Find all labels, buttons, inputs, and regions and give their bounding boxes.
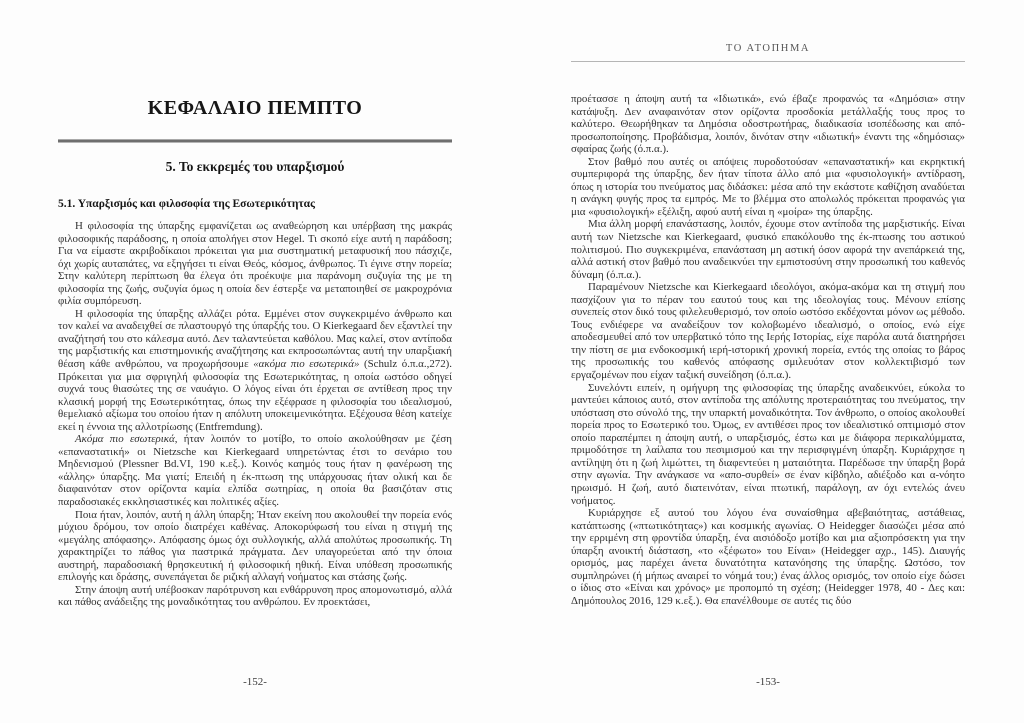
paragraph: Η φιλοσοφία της ύπαρξης εμφανίζεται ως αναθεώρηση και υπέρβαση της μακράς φιλοσοφικής παράδοσης, η οποία απολήγει στον Hegel. Τι σκοπό είχε αυτή η παράδοση; Για να είμαστε ακριβοδίκαιοι πρόκειται για μια συστηματική μεταφυσική που πάσχιζε, όχι χωρίς αυταπάτες, να εξηγήσει τι είναι Θεός, κόσμος, άνθρωπος. Τι έγινε στην πορεία; Στην καλύτερη περίπτωση θα έλεγα ότι προέκυψε μια παράνομη συζυγία της με τη φιλοσοφία της ζωής, συζυγία όμως η οποία δεν έστερξε να μεταποιηθεί σε μακροχρόνια φιλία συμπόρευση. <box>58 220 452 308</box>
page-body-text-right <box>571 93 965 607</box>
paragraph: Κυριάρχησε εξ αυτού του λόγου ένα συναίσθημα αβεβαιότητας, αστάθειας, κατάπτωσης («πτωτικότητας») και κοσμικής αγωνίας. Ο Heidegger διασώζει μέσα από την ερριμένη στη φροντίδα ύπαρξη, ένα αισιόδοξο μοτίβο και μια αξιοπρόσεκτη για την ύπαρξη ανοικτή διάσταση, «το «ξέφωτο» του Είναι» (Heidegger αχρ., 145). Διαυγής ορισμός, μας παρέχει άνετα δυνατότητα κατανόησης της ύπαρξης. Ωστόσο, τον συμπληρώνει (ή μήπως αναιρεί το νόημά του;) ένας άλλος ορισμός, τον οποίο είχε δώσει ο ίδιος στο «Είναι και χρόνος» με προπομπό τη σχέση; (Heidegger 1978, 40 - Δες και: Δημόπουλος 2016, 129 κ.εξ.). Θα επανέλθουμε σε αυτές τις δύο <box>571 507 965 607</box>
paragraph: Στην άποψη αυτή υπέβοσκαν παρότρυνση και ενθάρρυνση προς απομονωτισμό, αλλά και πάθος ανάδειξης της μοναδικότητας του ανθρώπου. Εν προεκτάσει, <box>58 583 452 609</box>
paragraph: Στον βαθμό που αυτές οι απόψεις πυροδοτούσαν «επαναστατική» και εκρηκτική συμπεριφορά της ύπαρξης, δεν ήταν τίποτα άλλο από μια «φυσιολογική» αντίδραση, όπως η ιστορία του πνεύματος μας διδάσκει: μέσα από την εκάστοτε καθίζηση αναδύεται η ανάγκη φυγής προς τα εμπρός. Με το βλέμμα στο απολωλός πρόκειται προφανώς για μια «φυσιολογική» εξέλιξη, αφού αυτή είναι η «μοίρα» της ύπαρξης. <box>571 155 965 218</box>
running-header-rule <box>571 61 965 62</box>
page-number-right: -153- <box>756 676 780 688</box>
page-body-text-left <box>58 220 452 609</box>
chapter-title-rule <box>58 139 452 143</box>
running-header: ΤΟ ΑΤΟΠΗΜΑ <box>725 43 811 54</box>
page-left <box>58 0 452 723</box>
paragraph: Ακόμα πιο εσωτερικά, ήταν λοιπόν το μοτίβο, το οποίο ακολούθησαν με ζέση «επαναστατική» οι Nietzsche και Kierkegaard υπηρετώντας έτσι το σενάριο του Μηδενισμού (Plessner Bd.VI, 190 κ.εξ.). Κοινός καημός τους ήταν η φανέρωση της «άλλης» ύπαρξης. Μα γιατί; Επειδή η έκ-πτωση της υπάρχουσας ήταν ολική και δε διαφαινόταν στον ορίζοντα καμία ελπίδα σωτηρίας, η οποία θα βασιζόταν στις παραδοσιακές εκκλησιαστικές και πολιτικές αξίες. <box>58 433 452 509</box>
chapter-title: ΚΕΦΑΛΑΙΟ ΠΕΜΠΤΟ <box>147 97 363 119</box>
page-number-left: -152- <box>243 676 267 688</box>
paragraph: Παραμένουν Nietzsche και Kierkegaard ιδεολόγοι, ακόμα-ακόμα και τη στιγμή που πασχίζουν για το πέραν του εαυτού τους και της ιδεολογίας τους. Μένουν επίσης συνεπείς στον δικό τους φιλελευθερισμό, τον οποίο ωστόσο εκδέχονται μόνον ως μέθοδο. Τους ενδιέφερε να αναδείξουν τον κολοβωμένο ιδεαλισμό, ο οποίος, ενώ είχε αποδεσμευθεί από τον υπερβατικό τόπο της Ιερής Ιστορίας, είχε παρόλα αυτά διατηρήσει την πίστη σε μια ενδοκοσμική ιερή-ιστορική χρονική πορεία, εντός της οποίας το βάρος της προσωπικής του καθενός απόφασης σμιλευόταν στον κολλεκτιβισμό των εργαζομένων που είχαν ταξική συνείδηση (ό.π.α.). <box>571 281 965 382</box>
section-heading: 5. Το εκκρεμές του υπαρξισμού <box>165 159 345 174</box>
page-right <box>571 0 965 723</box>
paragraph: Μια άλλη μορφή επανάστασης, λοιπόν, έχουμε στον αντίποδα της μαρξιστικής. Είναι αυτή των Nietzsche και Kierkegaard, φυσικό επακόλουθο της έκ-πτωσης του αστικού πολιτισμού. Πιο συγκεκριμένα, επανάσταση μη αστική όσον αφορά την ανεπάρκειά της, αλλά αστική στον βαθμό που αναδεικνύει την εμπιστοσύνη στην προσωπική του καθενός δύναμη (ό.π.α.). <box>571 218 965 281</box>
paragraph: Η φιλοσοφία της ύπαρξης αλλάζει ρότα. Εμμένει στον συγκεκριμένο άνθρωπο και τον καλεί να αναδειχθεί σε πλαστουργό της ύπαρξής του. Ο Kierkegaard δεν εξαντλεί την αναζήτησή του στο κάλεσμα αυτό. Δεν ταλαντεύεται καθόλου. Μας καλεί, στον αντίποδα της μαρξιστικής και επιστημονικής αναζήτησης και εκπροσωπώντας αυτή την υπαρξιακή θέαση κάθε ανθρώπου, να προχωρήσουμε «ακόμα πιο εσωτερικά» (Schulz ό.π.α.,272). Πρόκειται για μια σφριγηλή φιλοσοφία της Εσωτερικότητας, η οποία ωστόσο οδηγεί συχνά τους θιασώτες της σε ναυάγιο. Ο λόγος είναι ότι έρχεται σε αντίθεση προς την κλασική μορφή της Εσωτερικότητας, όπως την εξέφρασε η φιλοσοφία του ιδεαλισμού, θεμελιακό αξίωμα του οποίου ήταν η απόλυτη υποκειμενικότητα. Εξέχουσα θέση κατείχε εκεί η έννοια της αλλοτρίωσης (Entfremdung). <box>58 307 452 433</box>
subsection-heading: 5.1. Υπαρξισμός και φιλοσοφία της Εσωτερικότητας <box>58 198 315 210</box>
paragraph: Ποια ήταν, λοιπόν, αυτή η άλλη ύπαρξη; Ήταν εκείνη που ακολουθεί την πορεία ενός μύχιου δρόμου, τον οποίο διατρέχει καθένας. Αποκορύφωσή του είναι η στιγμή της «μεγάλης απόφασης». Απόφασης όμως όχι συλλογικής, αλλά απολύτως προσωπικής. Τη χαρακτηρίζει το πάθος για παστρικά πράγματα. Δεν υπαγορεύεται από την όποια αυστηρή, παραδοσιακή θρησκευτική ή φιλοσοφική ηθική. Είναι υπόθεση προσωπικής επιλογής και δράσης, συνεπάγεται δε ριζική αλλαγή νοήματος και στάσης ζωής. <box>58 508 452 584</box>
paragraph: Συνελόντι ειπείν, η ομήγυρη της φιλοσοφίας της ύπαρξης αναδεικνύει, εύκολα το μαντεύει κάποιος αυτό, στον αντίποδα της απόλυτης προτεραιότητας του πνεύματος, την υπόσταση στο σύνολό της, την υπαρκτή μοναδικότητα. Τον άνθρωπο, ο οποίος ακολουθεί πορεία προς το Εσωτερικό του. Όμως, εν αντιθέσει προς τον ιδεαλιστικό οπτιμισμό στον οποίο παραπέμπει η άποψη αυτή, ο υπαρξισμός, έστω και με διάφορα περικαλύμματα, πριμοδότησε τη λαίλαπα του πεσιμισμού και την περισφιγμένη ύπαρξη. Κυριάρχησε η αντίληψη ότι η ζωή λιμώττει, τη διαφεντεύει η ματαιότητα. Παρέδωσε την ύπαρξη βορά στην αγωνία. Την ανάγκασε να «απο-συρθεί» σε έναν κίβδηλο, αδιέξοδο και α-νόητο ηρωισμό. Η ζωή, αυτό διατεινόταν, είναι πτωτική, παράλογη, αν όχι εντελώς άνευ νοήματος. <box>571 381 965 507</box>
paragraph: προέτασσε η άποψη αυτή τα «Ιδιωτικά», ενώ έβαζε προφανώς τα «Δημόσια» στην κατάψυξη. Δεν αναφαινόταν στον ορίζοντα προσδοκία μετάλλαξής τους προς το καλύτερο. Θεωρήθηκαν τα Δημόσια οδοστρωτήρας, διαδικασία ισοπέδωσης και από-προσωποποίησης. Προβάδισμα, λοιπόν, δινόταν στην «ιδιωτική» έναντι της «δημόσιας» σφαίρας ζωής (ό.π.α.). <box>571 93 965 156</box>
